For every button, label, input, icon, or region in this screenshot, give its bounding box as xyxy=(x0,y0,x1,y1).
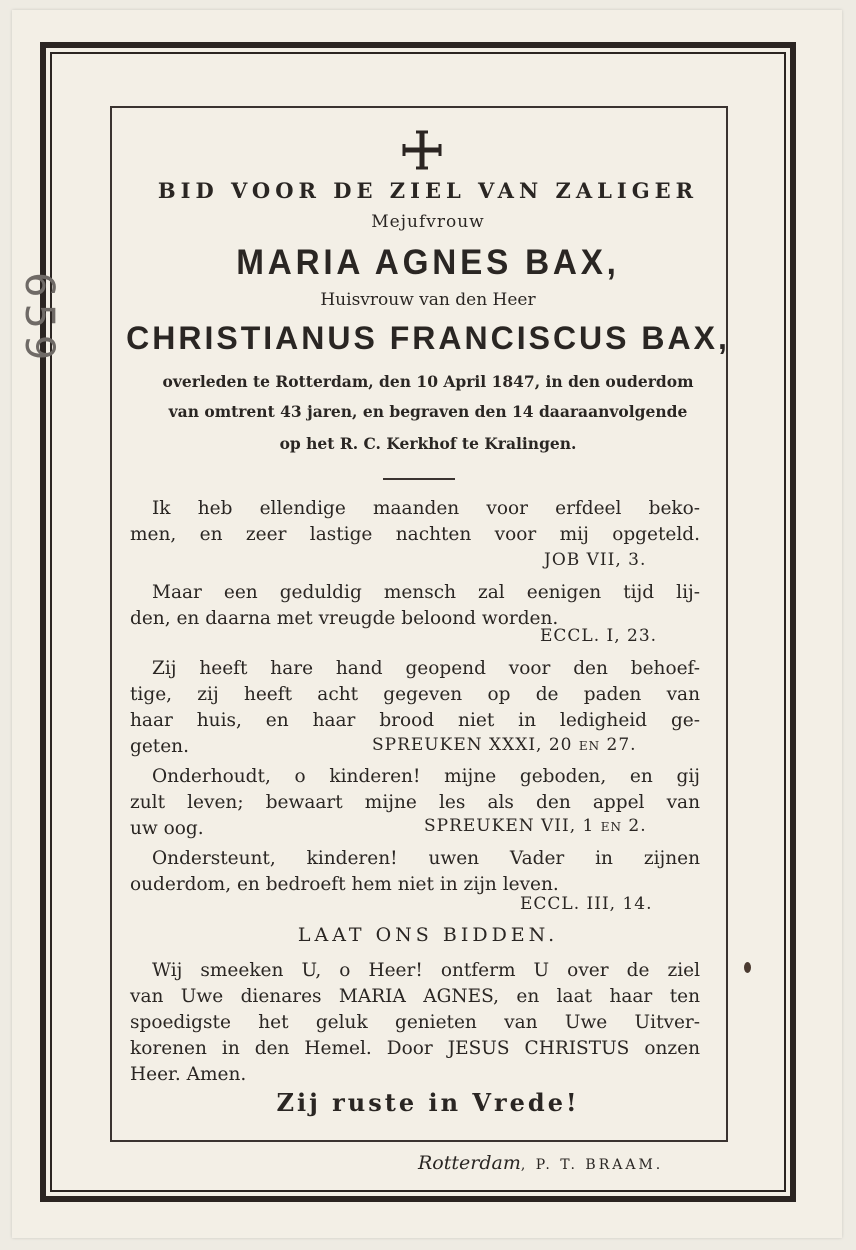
prayer-line: korenen in den Hemel. Door JESUS CHRISTUS onzen xyxy=(130,1038,700,1059)
spouse-name: CHRISTIANUS FRANCISCUS BAX, xyxy=(126,320,730,356)
printer-imprint xyxy=(418,1152,663,1174)
verse-line: ouderdom, en bedroeft hem niet in zijn leven. xyxy=(130,874,559,895)
prayer-line: Wij smeeken U, o Heer! ontferm U over de ziel xyxy=(152,960,700,981)
verse-line: zult leven; bewaart mijne les als den appel van xyxy=(130,792,700,813)
verse-line: haar huis, en haar brood niet in ledigheid ge- xyxy=(130,710,700,731)
prayer-title: LAAT ONS BIDDEN. xyxy=(297,924,559,946)
verse xyxy=(130,846,700,898)
header-line: BID VOOR DE ZIEL VAN ZALIGER xyxy=(157,178,699,203)
prayer-text xyxy=(130,958,700,1088)
verse-reference: SPREUKEN VII, 1 en 2. xyxy=(424,816,647,836)
verse xyxy=(130,580,700,632)
details-line: van omtrent 43 jaren, en begraven den 14 daaraanvolgende xyxy=(168,402,688,421)
cross-icon xyxy=(400,130,444,170)
verse-line: Onderhoudt, o kinderen! mijne geboden, en gij xyxy=(152,766,700,787)
verse-line: Maar een geduldig mensch zal eenigen tijd lij- xyxy=(152,582,700,603)
verse-line: Ik heb ellendige maanden voor erfdeel beko- xyxy=(152,498,700,519)
details-line: op het R. C. Kerkhof te Kralingen. xyxy=(279,434,577,453)
verse-line: uw oog. xyxy=(130,818,204,839)
relation: Huisvrouw van den Heer xyxy=(320,290,536,310)
ink-spot xyxy=(744,962,751,973)
verse-reference: ECCL. III, 14. xyxy=(520,894,653,914)
divider xyxy=(383,478,455,480)
verse-line: men, en zeer lastige nachten voor mij opgeteld. xyxy=(130,524,700,545)
prayer-line: Heer. Amen. xyxy=(130,1064,247,1085)
verse-line: den, en daarna met vreugde beloond worden. xyxy=(130,608,559,629)
verse xyxy=(130,496,700,548)
verse-line: geten. xyxy=(130,736,189,757)
prayer-line: van Uwe dienares MARIA AGNES, en laat haar ten xyxy=(130,986,700,1007)
honorific: Mejufvrouw xyxy=(371,212,485,232)
verse-line: Ondersteunt, kinderen! uwen Vader in zijnen xyxy=(152,848,700,869)
deceased-name: MARIA AGNES BAX, xyxy=(236,243,620,282)
imprint-city: Rotterdam xyxy=(418,1152,521,1174)
verse-line: Zij heeft hare hand geopend voor den behoef- xyxy=(152,658,700,679)
archive-number: 659 xyxy=(16,272,62,367)
closing-line: Zij ruste in Vrede! xyxy=(276,1088,580,1117)
verse-reference: ECCL. I, 23. xyxy=(540,626,658,646)
prayer-line: spoedigste het geluk genieten van Uwe Uitver- xyxy=(130,1012,700,1033)
verse-reference: SPREUKEN XXXI, 20 en 27. xyxy=(372,735,637,755)
details-line: overleden te Rotterdam, den 10 April 1847, in den ouderdom xyxy=(162,372,694,391)
verse-line: tige, zij heeft acht gegeven op de paden van xyxy=(130,684,700,705)
verse-reference: JOB VII, 3. xyxy=(544,550,647,570)
imprint-printer: , P. T. BRAAM. xyxy=(520,1157,664,1173)
